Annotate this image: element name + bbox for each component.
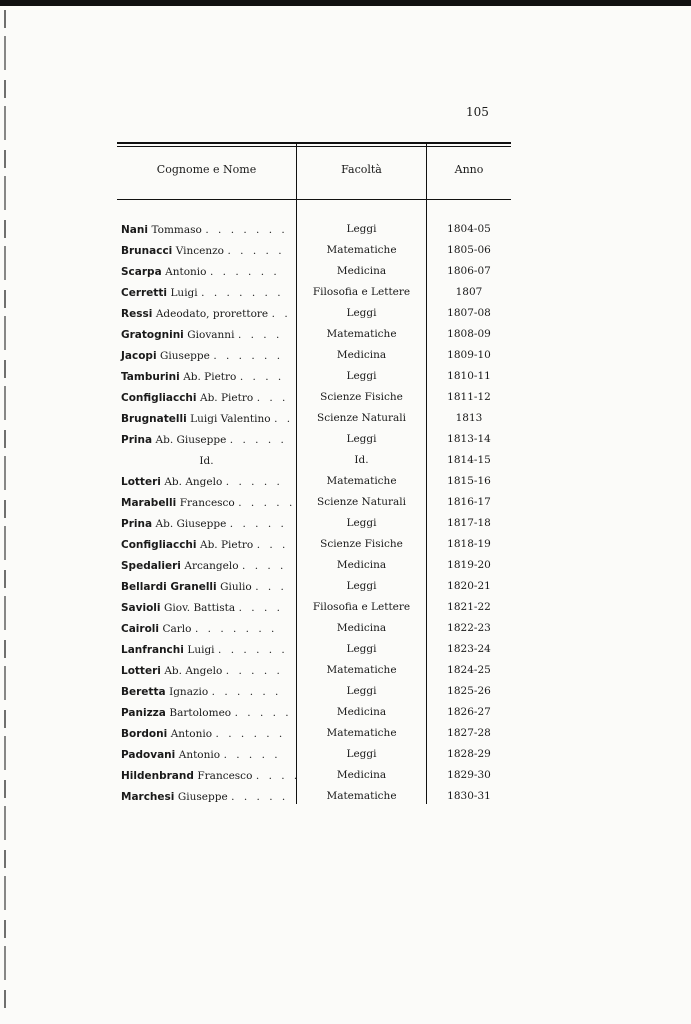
table-row	[0, 786, 691, 807]
table-row	[0, 639, 691, 660]
year-cell: 1815-16	[447, 475, 491, 487]
table-row	[0, 303, 691, 324]
faculty-cell: Leggi	[346, 643, 377, 655]
table-row	[0, 597, 691, 618]
year-cell: 1824-25	[447, 664, 491, 676]
year-cell: 1808-09	[447, 328, 491, 340]
name-cell	[121, 744, 293, 765]
leader-dots: . .	[271, 308, 291, 320]
given-name: Giovanni	[187, 329, 235, 341]
faculty-cell: Medicina	[336, 559, 387, 571]
table-row	[0, 723, 691, 744]
surname: Panizza	[121, 707, 166, 719]
surname: Gratognini	[121, 329, 184, 341]
leader-dots: . . . . . .	[218, 644, 288, 656]
year-cell: 1804-05	[447, 223, 491, 235]
leader-dots: . . . . .	[238, 497, 296, 509]
surname: Lotteri	[121, 665, 161, 677]
year-cell: 1821-22	[447, 601, 491, 613]
table-body	[0, 219, 691, 807]
table-header-rule	[117, 199, 511, 200]
faculty-cell: Medicina	[336, 769, 387, 781]
surname: Bellardi Granelli	[121, 581, 217, 593]
leader-dots: . . . . .	[225, 476, 283, 488]
year-cell: 1810-11	[447, 370, 491, 382]
surname: Jacopi	[121, 350, 157, 362]
name-cell	[121, 240, 293, 261]
surname: Prina	[121, 518, 153, 530]
given-name: Adeodato, prorettore	[155, 308, 269, 320]
table-row	[0, 471, 691, 492]
given-name: Id.	[199, 455, 214, 467]
year-cell: 1805-06	[447, 244, 491, 256]
year-cell: 1806-07	[447, 265, 491, 277]
table-row	[0, 555, 691, 576]
year-cell: 1813	[455, 412, 483, 424]
given-name: Ab. Angelo	[164, 476, 223, 488]
leader-dots: . . . . . . .	[201, 287, 284, 299]
year-cell: 1811-12	[447, 391, 491, 403]
year-cell: 1825-26	[447, 685, 491, 697]
given-name: Tommaso	[151, 224, 202, 236]
name-cell	[121, 513, 293, 534]
faculty-cell: Scienze Fisiche	[320, 391, 403, 403]
name-cell	[121, 702, 293, 723]
surname: Spedalieri	[121, 560, 181, 572]
name-cell	[121, 471, 293, 492]
given-name: Francesco	[197, 770, 253, 782]
year-cell: 1817-18	[447, 517, 491, 529]
surname: Hildenbrand	[121, 770, 194, 782]
given-name: Francesco	[179, 497, 235, 509]
given-name: Ab. Pietro	[200, 392, 254, 404]
leader-dots: . . . . .	[231, 791, 289, 803]
given-name: Antonio	[170, 728, 213, 740]
faculty-cell: Scienze Naturali	[317, 412, 406, 424]
year-cell: 1819-20	[447, 559, 491, 571]
name-cell	[121, 660, 293, 681]
surname: Lotteri	[121, 476, 161, 488]
name-cell	[121, 429, 293, 450]
faculty-cell: Filosofia e Lettere	[312, 286, 411, 298]
table-row	[0, 429, 691, 450]
leader-dots: . . . .	[242, 560, 287, 572]
header-name: Cognome e Nome	[156, 163, 257, 176]
given-name: Giuseppe	[160, 350, 210, 362]
name-cell	[121, 639, 293, 660]
surname: Cerretti	[121, 287, 167, 299]
surname: Marchesi	[121, 791, 175, 803]
name-cell	[121, 723, 293, 744]
surname: Scarpa	[121, 266, 162, 278]
table-row	[0, 744, 691, 765]
year-cell: 1823-24	[447, 643, 491, 655]
given-name: Ab. Angelo	[164, 665, 223, 677]
year-cell: 1830-31	[447, 790, 491, 802]
leader-dots: . . . . .	[223, 749, 281, 761]
given-name: Arcangelo	[184, 560, 239, 572]
year-cell: 1820-21	[447, 580, 491, 592]
faculty-cell: Medicina	[336, 349, 387, 361]
year-cell: 1814-15	[447, 454, 491, 466]
table-row	[0, 240, 691, 261]
given-name: Bartolomeo	[169, 707, 232, 719]
year-cell: 1807	[455, 286, 483, 298]
faculty-cell: Medicina	[336, 265, 387, 277]
table-top-rule	[117, 142, 511, 144]
leader-dots: . . . . . .	[215, 728, 286, 740]
header-year: Anno	[454, 163, 484, 176]
leader-dots: . . .	[255, 581, 287, 593]
surname: Marabelli	[121, 497, 177, 509]
surname: Brugnatelli	[121, 413, 187, 425]
leader-dots: . . . . . . .	[205, 224, 288, 236]
year-cell: 1816-17	[447, 496, 491, 508]
year-cell: 1813-14	[447, 433, 491, 445]
faculty-cell: Leggi	[346, 433, 377, 445]
name-cell	[121, 534, 293, 555]
leader-dots: . . . . . .	[213, 350, 284, 362]
faculty-cell: Matematiche	[326, 727, 397, 739]
leader-dots: . . .	[256, 392, 289, 404]
table-row	[0, 492, 691, 513]
year-cell: 1827-28	[447, 727, 491, 739]
given-name: Giuseppe	[177, 791, 228, 803]
faculty-cell: Leggi	[346, 517, 377, 529]
table-row	[0, 366, 691, 387]
table-row	[0, 324, 691, 345]
faculty-cell: Medicina	[336, 622, 387, 634]
table-row	[0, 450, 691, 471]
leader-dots: . . . . . .	[210, 266, 280, 278]
leader-dots: . . . . .	[227, 245, 285, 257]
table-row	[0, 660, 691, 681]
surname: Lanfranchi	[121, 644, 184, 656]
table-row	[0, 681, 691, 702]
surname: Padovani	[121, 749, 176, 761]
year-cell: 1829-30	[447, 769, 491, 781]
faculty-cell: Leggi	[346, 685, 377, 697]
leader-dots: . .	[274, 413, 294, 425]
name-cell	[121, 387, 293, 408]
name-cell	[121, 282, 293, 303]
faculty-cell: Leggi	[346, 223, 377, 235]
year-cell: 1826-27	[447, 706, 491, 718]
name-cell	[121, 492, 296, 513]
surname: Configliacchi	[121, 539, 197, 551]
leader-dots: . . . .	[255, 770, 301, 782]
surname: Cairoli	[121, 623, 159, 635]
surname: Ressi	[121, 308, 153, 320]
name-cell	[121, 597, 293, 618]
leader-dots: . . . . .	[234, 707, 292, 719]
name-cell	[121, 555, 293, 576]
given-name: Giov. Battista	[164, 602, 236, 614]
table-row	[0, 576, 691, 597]
given-name: Ab. Giuseppe	[155, 434, 227, 446]
faculty-cell: Matematiche	[326, 244, 397, 256]
name-cell	[121, 576, 293, 597]
table-row	[0, 513, 691, 534]
leader-dots: . . . . .	[229, 434, 287, 446]
table-row	[0, 282, 691, 303]
faculty-cell: Scienze Naturali	[317, 496, 406, 508]
table-row	[0, 387, 691, 408]
given-name: Ab. Pietro	[200, 539, 254, 551]
year-cell: 1818-19	[447, 538, 491, 550]
leader-dots: . . . . .	[229, 518, 287, 530]
name-cell	[121, 786, 293, 807]
faculty-cell: Id.	[354, 454, 369, 466]
surname: Tamburini	[121, 371, 180, 383]
faculty-cell: Matematiche	[326, 790, 397, 802]
leader-dots: . . . . .	[225, 665, 283, 677]
name-cell	[121, 408, 293, 429]
table-row	[0, 534, 691, 555]
name-cell	[121, 618, 293, 639]
year-cell: 1807-08	[447, 307, 491, 319]
scan-top-edge	[0, 0, 691, 6]
name-cell	[121, 345, 293, 366]
given-name: Ab. Giuseppe	[155, 518, 227, 530]
surname: Configliacchi	[121, 392, 197, 404]
surname: Savioli	[121, 602, 161, 614]
table-row	[0, 702, 691, 723]
faculty-cell: Filosofia e Lettere	[312, 601, 411, 613]
table-row	[0, 261, 691, 282]
table-row	[0, 408, 691, 429]
given-name: Antonio	[178, 749, 221, 761]
leader-dots: . . . .	[239, 371, 285, 383]
year-cell: 1822-23	[447, 622, 491, 634]
surname: Beretta	[121, 686, 166, 698]
surname: Prina	[121, 434, 153, 446]
name-cell	[121, 303, 293, 324]
given-name: Luigi	[170, 287, 198, 299]
leader-dots: . . .	[256, 539, 289, 551]
year-cell: 1828-29	[447, 748, 491, 760]
name-cell	[117, 450, 296, 471]
faculty-cell: Leggi	[346, 580, 377, 592]
surname: Nani	[121, 224, 148, 236]
name-cell	[121, 681, 293, 702]
leader-dots: . . . .	[238, 602, 283, 614]
leader-dots: . . . . . .	[211, 686, 282, 698]
given-name: Antonio	[165, 266, 207, 278]
faculty-cell: Leggi	[346, 307, 377, 319]
given-name: Luigi	[187, 644, 215, 656]
name-cell	[121, 261, 293, 282]
faculty-cell: Matematiche	[326, 475, 397, 487]
surname: Brunacci	[121, 245, 173, 257]
leader-dots: . . . .	[237, 329, 283, 341]
given-name: Carlo	[162, 623, 192, 635]
given-name: Vincenzo	[175, 245, 224, 257]
faculty-cell: Scienze Fisiche	[320, 538, 403, 550]
name-cell	[121, 765, 301, 786]
given-name: Luigi Valentino	[190, 413, 271, 425]
faculty-cell: Leggi	[346, 370, 377, 382]
name-cell	[121, 324, 293, 345]
surname: Bordoni	[121, 728, 168, 740]
name-cell	[121, 366, 293, 387]
faculty-cell: Matematiche	[326, 664, 397, 676]
faculty-cell: Leggi	[346, 748, 377, 760]
table-row	[0, 765, 691, 786]
year-cell: 1809-10	[447, 349, 491, 361]
table-row	[0, 219, 691, 240]
header-faculty: Facoltà	[341, 163, 382, 176]
given-name: Ab. Pietro	[183, 371, 237, 383]
name-cell	[121, 219, 293, 240]
given-name: Ignazio	[169, 686, 209, 698]
table-row	[0, 345, 691, 366]
faculty-cell: Matematiche	[326, 328, 397, 340]
faculty-cell: Medicina	[336, 706, 387, 718]
page-number: 105	[466, 105, 489, 119]
given-name: Giulio	[220, 581, 252, 593]
table-top-rule-thin	[117, 146, 511, 147]
leader-dots: . . . . . . .	[194, 623, 278, 635]
table-row	[0, 618, 691, 639]
